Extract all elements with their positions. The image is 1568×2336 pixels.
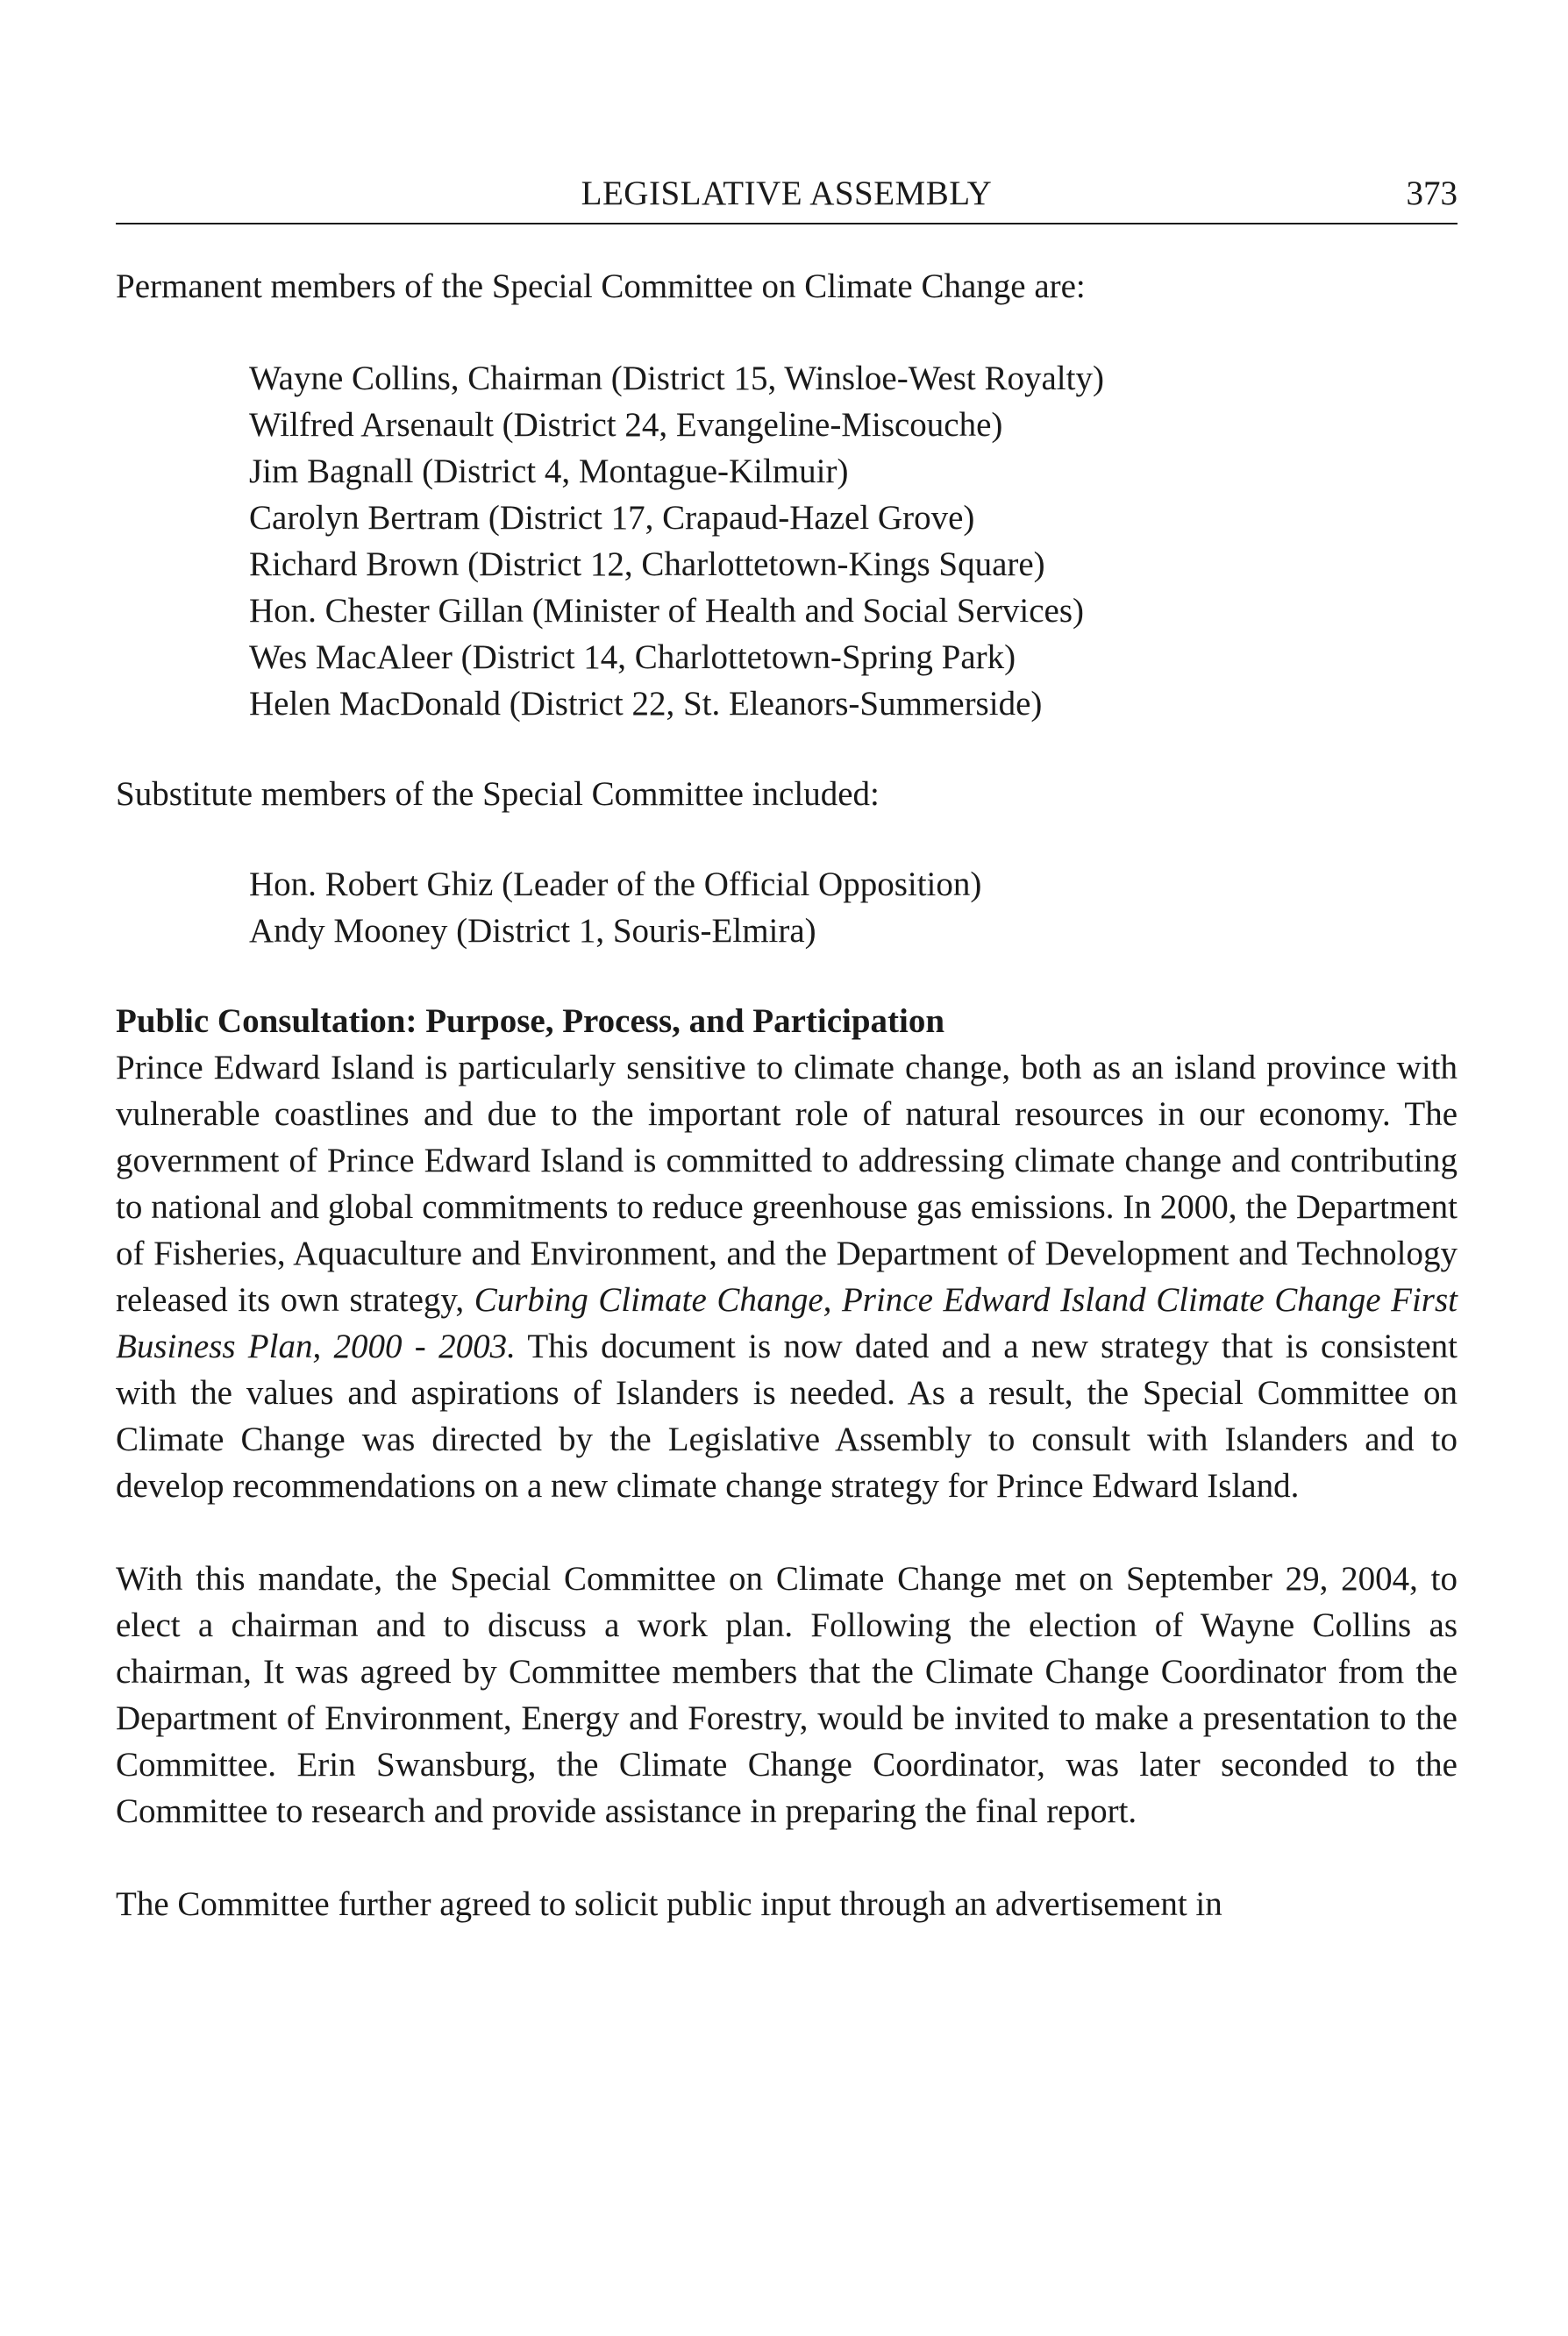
list-item: Andy Mooney (District 1, Souris-Elmira): [249, 912, 816, 950]
list-item: Richard Brown (District 12, Charlottetown-Kings Square): [249, 545, 1045, 583]
substitute-members-list: [116, 861, 1458, 954]
list-item: Jim Bagnall (District 4, Montague-Kilmuir): [249, 452, 849, 490]
list-item: Wes MacAleer (District 14, Charlottetown-Spring Park): [249, 638, 1016, 676]
body-text: [116, 263, 1458, 1927]
paragraph-1: [116, 1044, 1458, 1509]
substitute-members-intro: Substitute members of the Special Committee included:: [116, 775, 880, 813]
list-item: Helen MacDonald (District 22, St. Eleanors-Summerside): [249, 685, 1043, 723]
paragraph-1-text-cont: This document is now dated and a new strategy that is consistent with the values and aspirations of Islanders is needed. As a result, the Special Committee on Climate Change was directed by the Legislative Assembly to consult with Islanders and to develop recommendations on a new climate change strategy for Prince Edward Island.: [116, 1328, 1458, 1505]
list-item: Carolyn Bertram (District 17, Crapaud-Hazel Grove): [249, 499, 975, 537]
paragraph-2: With this mandate, the Special Committee on Climate Change met on September 29, 2004, to elect a chairman and to discuss a work plan. Following the election of Wayne Collins as chairman, It was agreed by Committee members that the Climate Change Coordinator from the Department of Environment, Energy and Forestry, would be invited to make a presentation to the Committee. Erin Swansburg, the Climate Change Coordinator, was later seconded to the Committee to research and provide assistance in preparing the final report.: [116, 1560, 1458, 1830]
paragraph-3: The Committee further agreed to solicit public input through an advertisement in: [116, 1885, 1222, 1923]
running-header: [116, 172, 1458, 224]
paragraph-1-text: Prince Edward Island is particularly sensitive to climate change, both as an island province with vulnerable coastlines and due to the important role of natural resources in our economy. The government of Prince Edward Island is committed to addressing climate change and contributing to national and global commitments to reduce greenhouse gas emissions. In 2000, the Department of Fisheries, Aquaculture and Environment, and the Department of Development and Technology released its own strategy,: [116, 1049, 1458, 1319]
list-item: Hon. Robert Ghiz (Leader of the Official Opposition): [249, 865, 982, 903]
list-item: Hon. Chester Gillan (Minister of Health and Social Services): [249, 592, 1085, 630]
page-number: 373: [1406, 174, 1458, 212]
permanent-members-list: [116, 355, 1458, 727]
strategy-title: Curbing Climate Change, Prince Edward Island Climate Change First Business Plan, 2000 - 2003.: [116, 1281, 1458, 1365]
section-heading: Public Consultation: Purpose, Process, and Participation: [116, 1002, 945, 1040]
list-item: Wayne Collins, Chairman (District 15, Winsloe-West Royalty): [249, 360, 1104, 397]
header-title: LEGISLATIVE ASSEMBLY: [581, 174, 993, 212]
permanent-members-intro: Permanent members of the Special Committee on Climate Change are:: [116, 267, 1086, 305]
document-page: [116, 172, 1458, 1927]
list-item: Wilfred Arsenault (District 24, Evangeline-Miscouche): [249, 406, 1003, 444]
